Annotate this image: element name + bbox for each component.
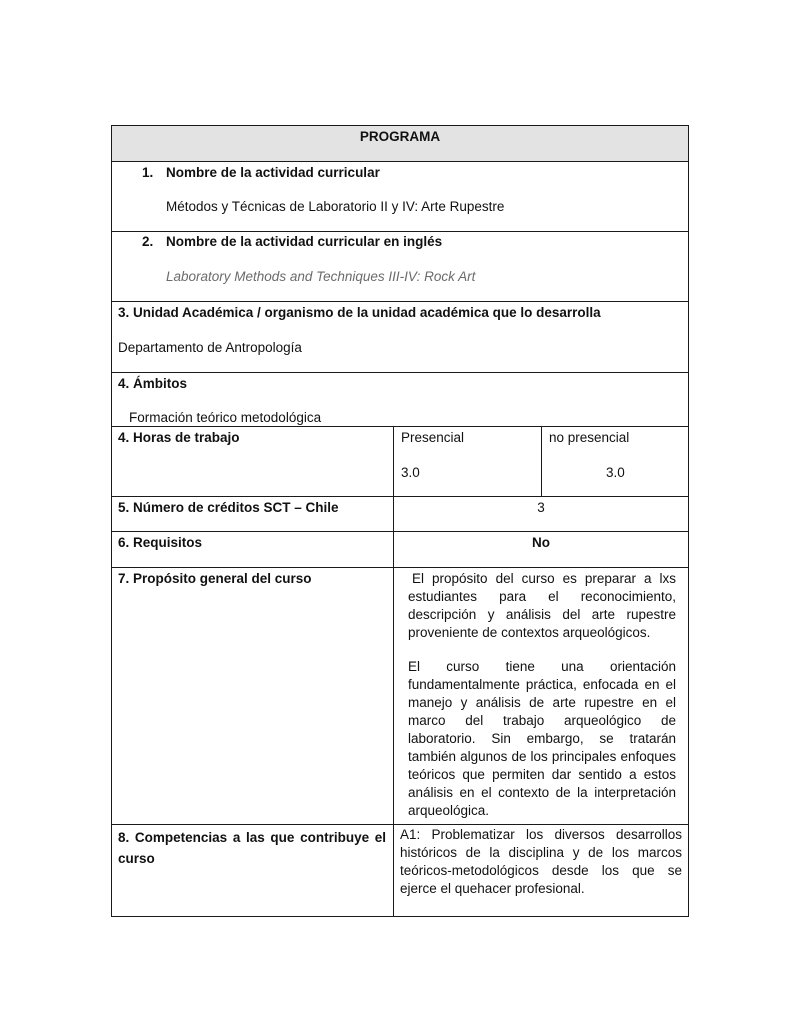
program-table	[111, 125, 689, 917]
requirements-label-cell	[112, 532, 393, 567]
competencies-label-cell	[112, 825, 393, 916]
requirements-value-cell	[393, 532, 688, 567]
section-course-purpose	[112, 568, 688, 825]
section-6-label: 6. Requisitos	[118, 535, 203, 550]
no-presencial-label: no presencial	[549, 430, 630, 445]
section-4-hours-label: 4. Horas de trabajo	[118, 430, 240, 445]
section-activity-name	[112, 162, 688, 232]
section-credits	[112, 497, 688, 532]
credits-value-cell	[393, 497, 688, 531]
purpose-value-cell	[393, 568, 688, 824]
section-academic-unit	[112, 302, 688, 373]
presencial-cell	[393, 427, 541, 496]
section-3-value: Departamento de Antropología	[118, 340, 302, 355]
section-1-value: Métodos y Técnicas de Laboratorio II y IV: Arte Rupestre	[166, 199, 505, 214]
presencial-label: Presencial	[401, 430, 465, 445]
purpose-label-cell	[112, 568, 393, 824]
section-1-label: Nombre de la actividad curricular	[166, 165, 380, 180]
presencial-value: 3.0	[401, 465, 420, 480]
no-presencial-cell	[541, 427, 688, 496]
competencies-value-cell	[393, 825, 688, 916]
section-6-value: No	[532, 535, 550, 550]
section-5-label: 5. Número de créditos SCT – Chile	[118, 500, 339, 515]
section-4-ambitos-value: Formación teórico metodológica	[129, 410, 322, 425]
section-5-value: 3	[537, 500, 545, 515]
section-7-paragraph-2: El curso tiene una orientación fundamentalmente práctica, enfocada en el manejo y análisis de arte rupestre en el marco del trabajo arqueológico de laboratorio. Sin embargo, se tratarán también algunos de los principales enfoques teóricos que permiten dar sentido a estos análisis en el contexto de la interpretación arqueológica.	[408, 659, 676, 818]
section-3-label: 3. Unidad Académica / organismo de la unidad académica que lo desarrolla	[118, 305, 601, 320]
section-work-hours	[112, 427, 688, 497]
section-activity-name-english	[112, 232, 688, 302]
table-header-row	[112, 126, 688, 162]
work-hours-label-cell	[112, 427, 393, 496]
section-ambitos	[112, 373, 688, 427]
credits-label-cell	[112, 497, 393, 531]
no-presencial-value: 3.0	[606, 465, 625, 480]
section-2-number: 2.	[142, 234, 154, 249]
section-requirements	[112, 532, 688, 568]
section-2-value: Laboratory Methods and Techniques III-IV: Rock Art	[166, 269, 476, 284]
section-7-label: 7. Propósito general del curso	[118, 571, 312, 586]
section-4-ambitos-label: 4. Ámbitos	[118, 376, 188, 391]
section-8-value: A1: Problematizar los diversos desarrollos históricos de la disciplina y de los marcos teóricos-metodológicos desde los que se ejerce el quehacer profesional.	[400, 827, 682, 896]
section-1-number: 1.	[142, 165, 154, 180]
section-8-label: 8. Competencias a las que contribuye el curso	[118, 830, 386, 866]
page-title: PROGRAMA	[359, 129, 441, 144]
section-2-label: Nombre de la actividad curricular en inglés	[166, 234, 443, 249]
section-competencies	[112, 825, 688, 916]
section-7-paragraph-1: El propósito del curso es preparar a lxs estudiantes para el reconocimiento, descripción y análisis del arte rupestre proveniente de contextos arqueológicos.	[408, 571, 676, 640]
